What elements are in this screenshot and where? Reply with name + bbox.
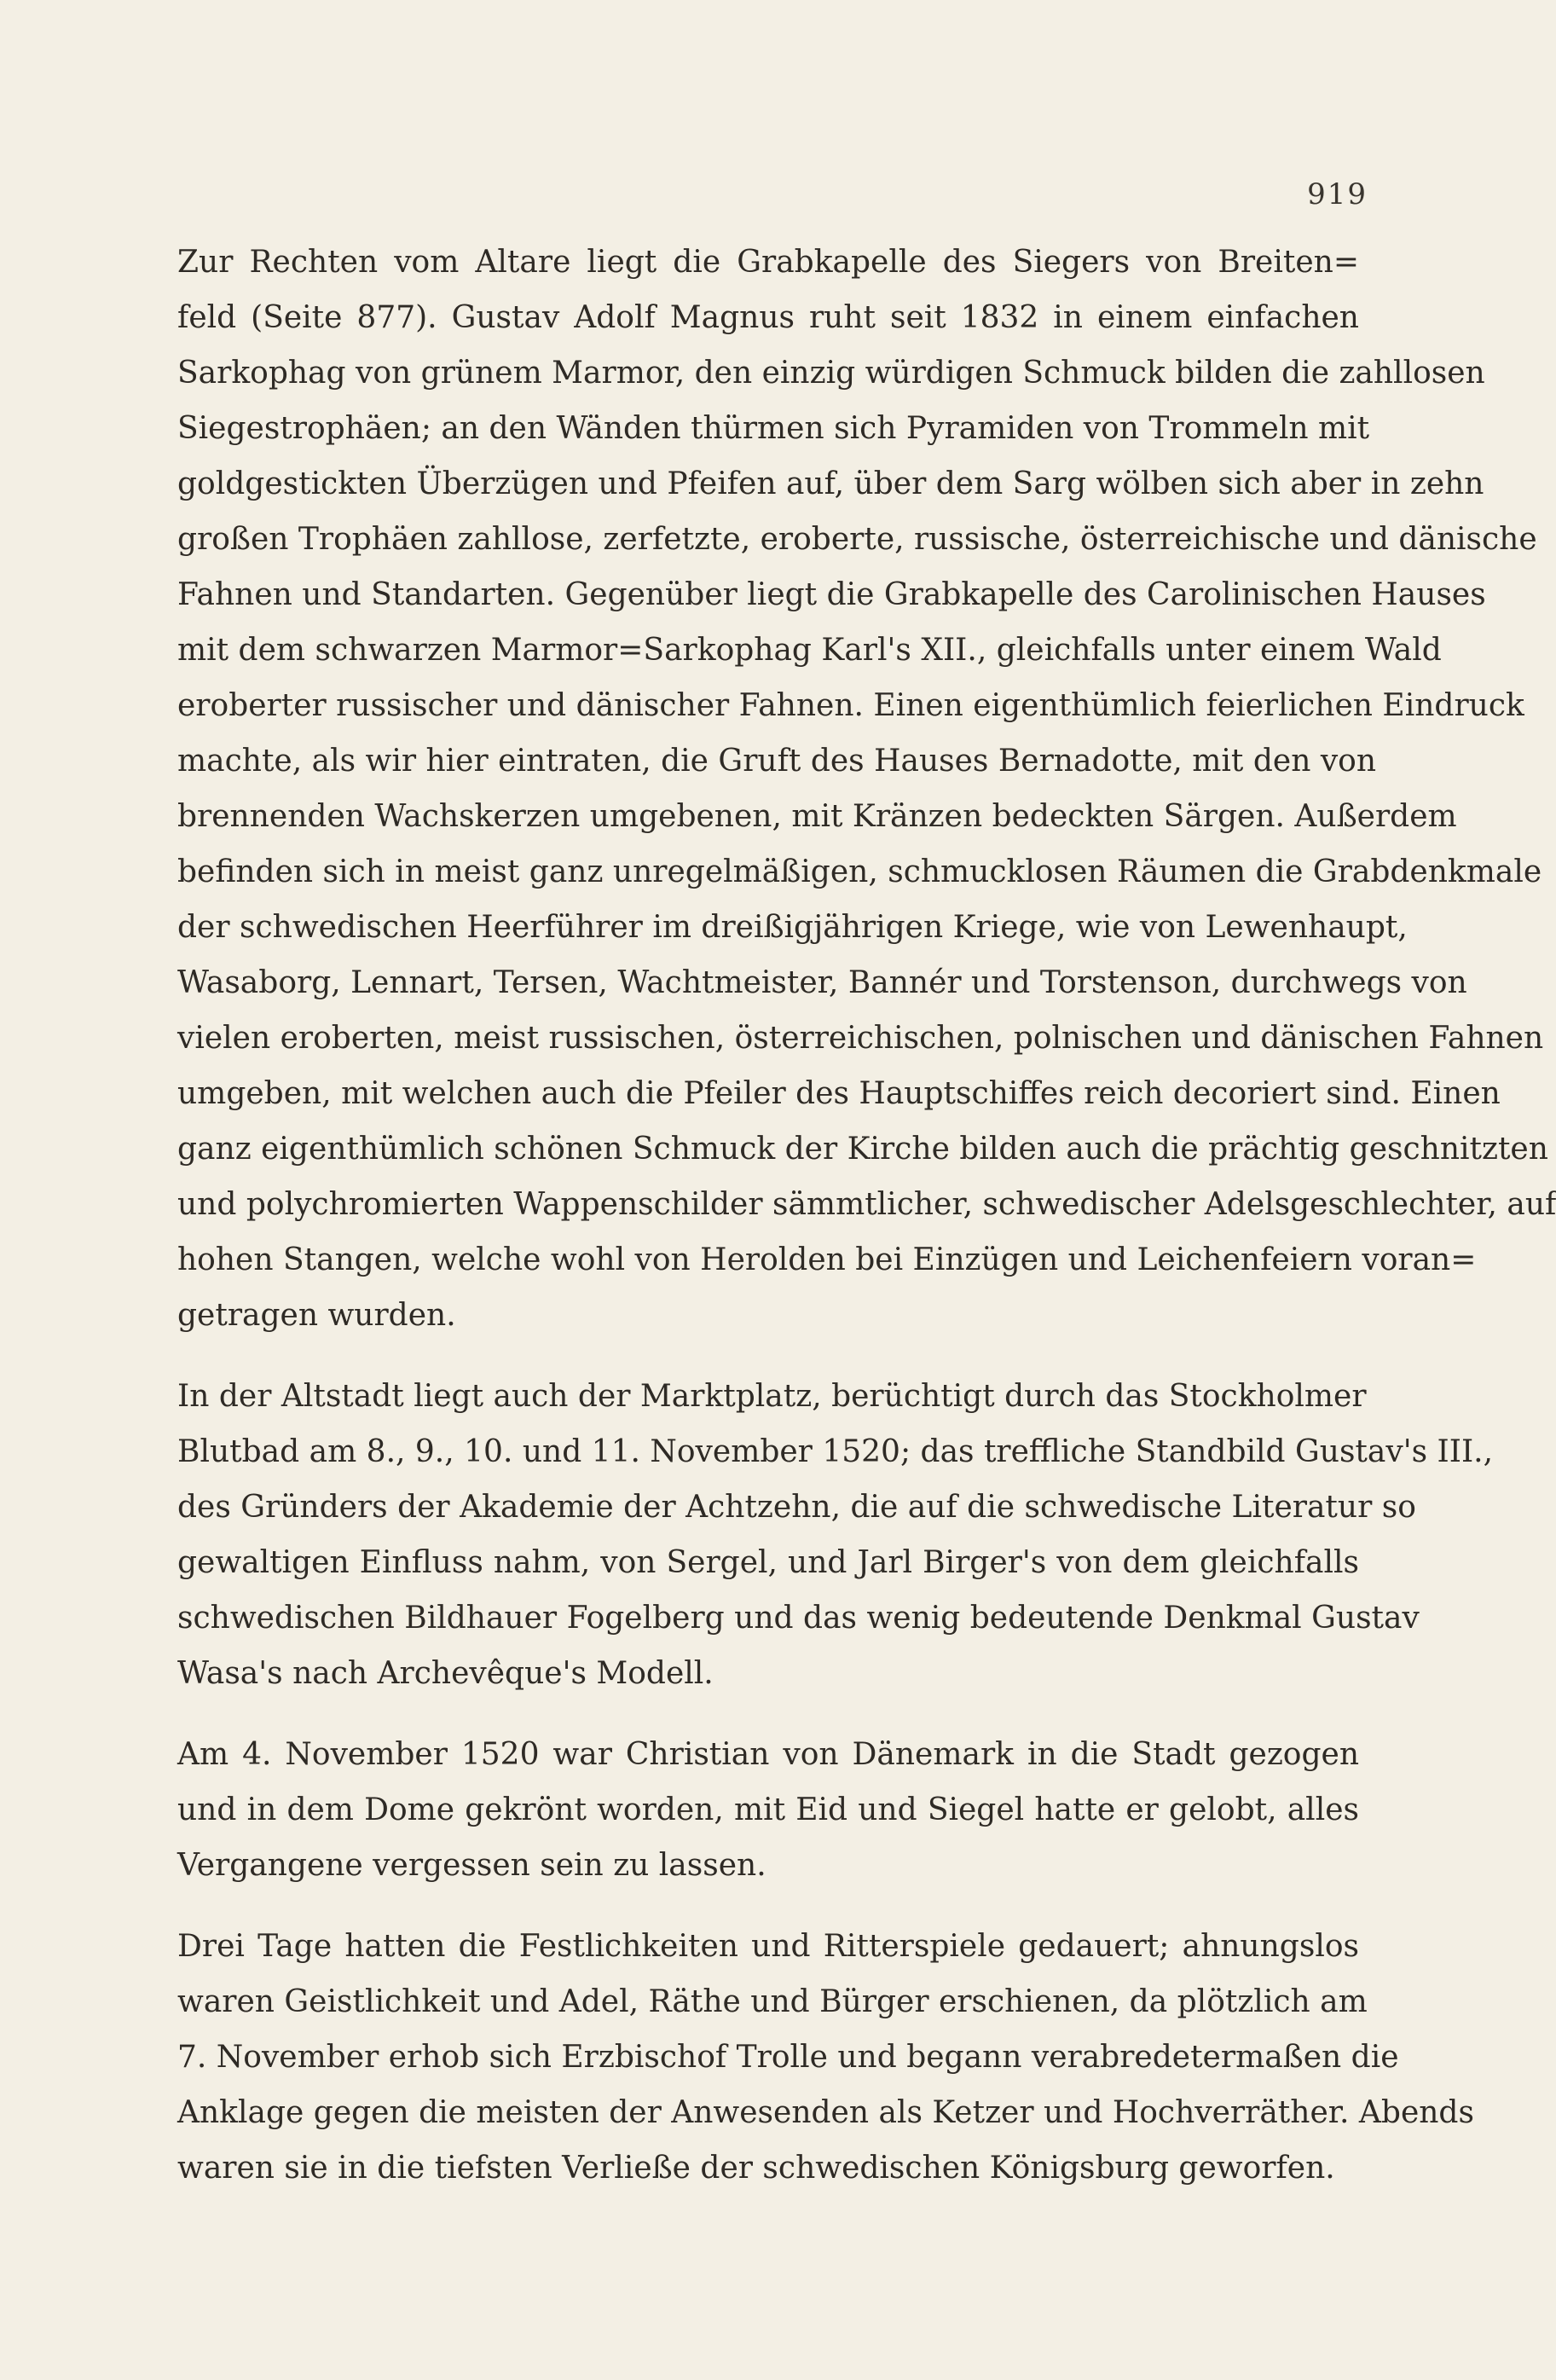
text-line: 7. November erhob sich Erzbischof Trolle und begann verabredetermaßen die (177, 2040, 1399, 2075)
text-line: waren Geistlichkeit und Adel, Räthe und Bürger erschienen, da plötzlich am (177, 1984, 1368, 2019)
text-line: eroberter russischer und dänischer Fahnen. Einen eigenthümlich feierlichen Eindruck (177, 688, 1524, 723)
text-line: machte, als wir hier eintraten, die Gruft des Hauses Bernadotte, mit den von (177, 744, 1377, 779)
text-line: Wasa's nach Archevêque's Modell. (177, 1656, 714, 1691)
text-line: gewaltigen Einfluss nahm, von Sergel, und Jarl Birger's von dem gleichfalls (177, 1545, 1359, 1580)
text-line: und polychromierten Wappenschilder sämmtlicher, schwedischer Adelsgeschlechter, auf (177, 1187, 1556, 1222)
text-line: Blutbad am 8., 9., 10. und 11. November 1520; das treffliche Standbild Gustav's III., (177, 1434, 1494, 1469)
text-line: umgeben, mit welchen auch die Pfeiler des Hauptschiffes reich decoriert sind. Einen (177, 1076, 1501, 1111)
text-line: großen Trophäen zahllose, zerfetzte, eroberte, russische, österreichische und dänische (177, 522, 1537, 557)
text-line: Siegestrophäen; an den Wänden thürmen sich Pyramiden von Trommeln mit (177, 411, 1370, 446)
body-text (177, 235, 1556, 2221)
text-line: Zur Rechten vom Altare liegt die Grabkapelle des Siegers von Breiten= (177, 245, 1359, 280)
text-line: Drei Tage hatten die Festlichkeiten und Ritterspiele gedauert; ahnungslos (177, 1929, 1359, 1964)
text-line: ganz eigenthümlich schönen Schmuck der Kirche bilden auch die prächtig geschnitzten (177, 1132, 1548, 1167)
paragraph-3 (177, 1727, 1359, 1893)
text-line: Wasaborg, Lennart, Tersen, Wachtmeister, Bannér und Torstenson, durchwegs von (177, 965, 1467, 1000)
text-line: waren sie in die tiefsten Verließe der schwedischen Königsburg geworfen. (177, 2151, 1335, 2186)
text-line: getragen wurden. (177, 1298, 456, 1333)
text-line: mit dem schwarzen Marmor=Sarkophag Karl's XII., gleichfalls unter einem Wald (177, 633, 1442, 668)
text-line: feld (Seite 877). Gustav Adolf Magnus ruht seit 1832 in einem einfachen (177, 300, 1359, 335)
paragraph-1 (177, 235, 1556, 1343)
text-line: Vergangene vergessen sein zu lassen. (177, 1848, 766, 1883)
text-line: Sarkophag von grünem Marmor, den einzig würdigen Schmuck bilden die zahllosen (177, 356, 1485, 391)
text-line: befinden sich in meist ganz unregelmäßigen, schmucklosen Räumen die Grabdenkmale (177, 854, 1542, 889)
text-line: schwedischen Bildhauer Fogelberg und das wenig bedeutende Denkmal Gustav (177, 1601, 1420, 1636)
text-line: Fahnen und Standarten. Gegenüber liegt die Grabkapelle des Carolinischen Hauses (177, 577, 1486, 612)
text-line: hohen Stangen, welche wohl von Herolden bei Einzügen und Leichenfeiern voran= (177, 1242, 1477, 1277)
paragraph-4 (177, 1919, 1474, 2196)
text-line: und in dem Dome gekrönt worden, mit Eid und Siegel hatte er gelobt, alles (177, 1792, 1359, 1827)
text-line: brennenden Wachskerzen umgebenen, mit Kränzen bedeckten Särgen. Außerdem (177, 799, 1457, 834)
page-number: 919 (1307, 177, 1368, 211)
text-line: Am 4. November 1520 war Christian von Dänemark in die Stadt gezogen (177, 1737, 1359, 1772)
text-line: vielen eroberten, meist russischen, österreichischen, polnischen und dänischen Fahnen (177, 1021, 1544, 1056)
paragraph-2 (177, 1369, 1494, 1701)
text-line: In der Altstadt liegt auch der Marktplatz, berüchtigt durch das Stockholmer (177, 1379, 1367, 1414)
text-line: der schwedischen Heerführer im dreißigjährigen Kriege, wie von Lewenhaupt, (177, 910, 1408, 945)
text-line: Anklage gegen die meisten der Anwesenden als Ketzer und Hochverräther. Abends (177, 2095, 1474, 2130)
text-line: des Gründers der Akademie der Achtzehn, die auf die schwedische Literatur so (177, 1490, 1416, 1525)
text-line: goldgestickten Überzügen und Pfeifen auf, über dem Sarg wölben sich aber in zehn (177, 466, 1484, 501)
